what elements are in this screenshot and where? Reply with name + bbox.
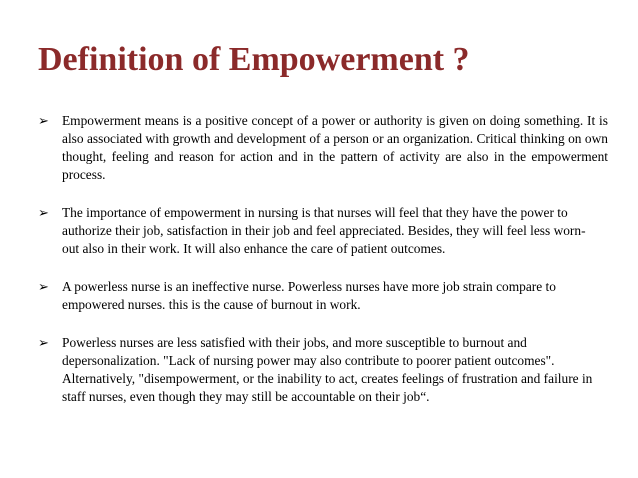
bullet-item-definition	[38, 112, 608, 184]
arrow-bullet-icon: ➢	[38, 335, 49, 350]
arrow-bullet-icon: ➢	[38, 205, 49, 220]
bullet-list	[38, 112, 608, 406]
bullet-text: Empowerment means is a positive concept of a power or authority is given on doing something. It is also associated with growth and development of a person or an organization. Critical thinking on own thought, feeling and reason for action and in the pattern of activity are also in the empowerment process.	[62, 113, 608, 182]
bullet-text: The importance of empowerment in nursing is that nurses will feel that they have the power to authorize their job, satisfaction in their job and feel appreciated. Besides, they will feel less worn-out also in their work. It will also enhance the care of patient outcomes.	[62, 205, 586, 256]
bullet-item-satisfaction	[38, 334, 608, 406]
bullet-item-powerless-nurse	[38, 278, 608, 314]
slide-title: Definition of Empowerment ?	[38, 41, 470, 78]
arrow-bullet-icon: ➢	[38, 113, 49, 128]
bullet-text: Powerless nurses are less satisfied with their jobs, and more susceptible to burnout and depersonalization. "Lack of nursing power may also contribute to poorer patient outcomes". Alternatively, "disempowerment, or the inability to act, creates feelings of frustration and failure in staff nurses, even though they may still be accountable on their job“.	[62, 335, 593, 404]
bullet-item-importance	[38, 204, 608, 258]
arrow-bullet-icon: ➢	[38, 279, 49, 294]
bullet-text: A powerless nurse is an ineffective nurse. Powerless nurses have more job strain compare to empowered nurses. this is the cause of burnout in work.	[62, 279, 556, 312]
